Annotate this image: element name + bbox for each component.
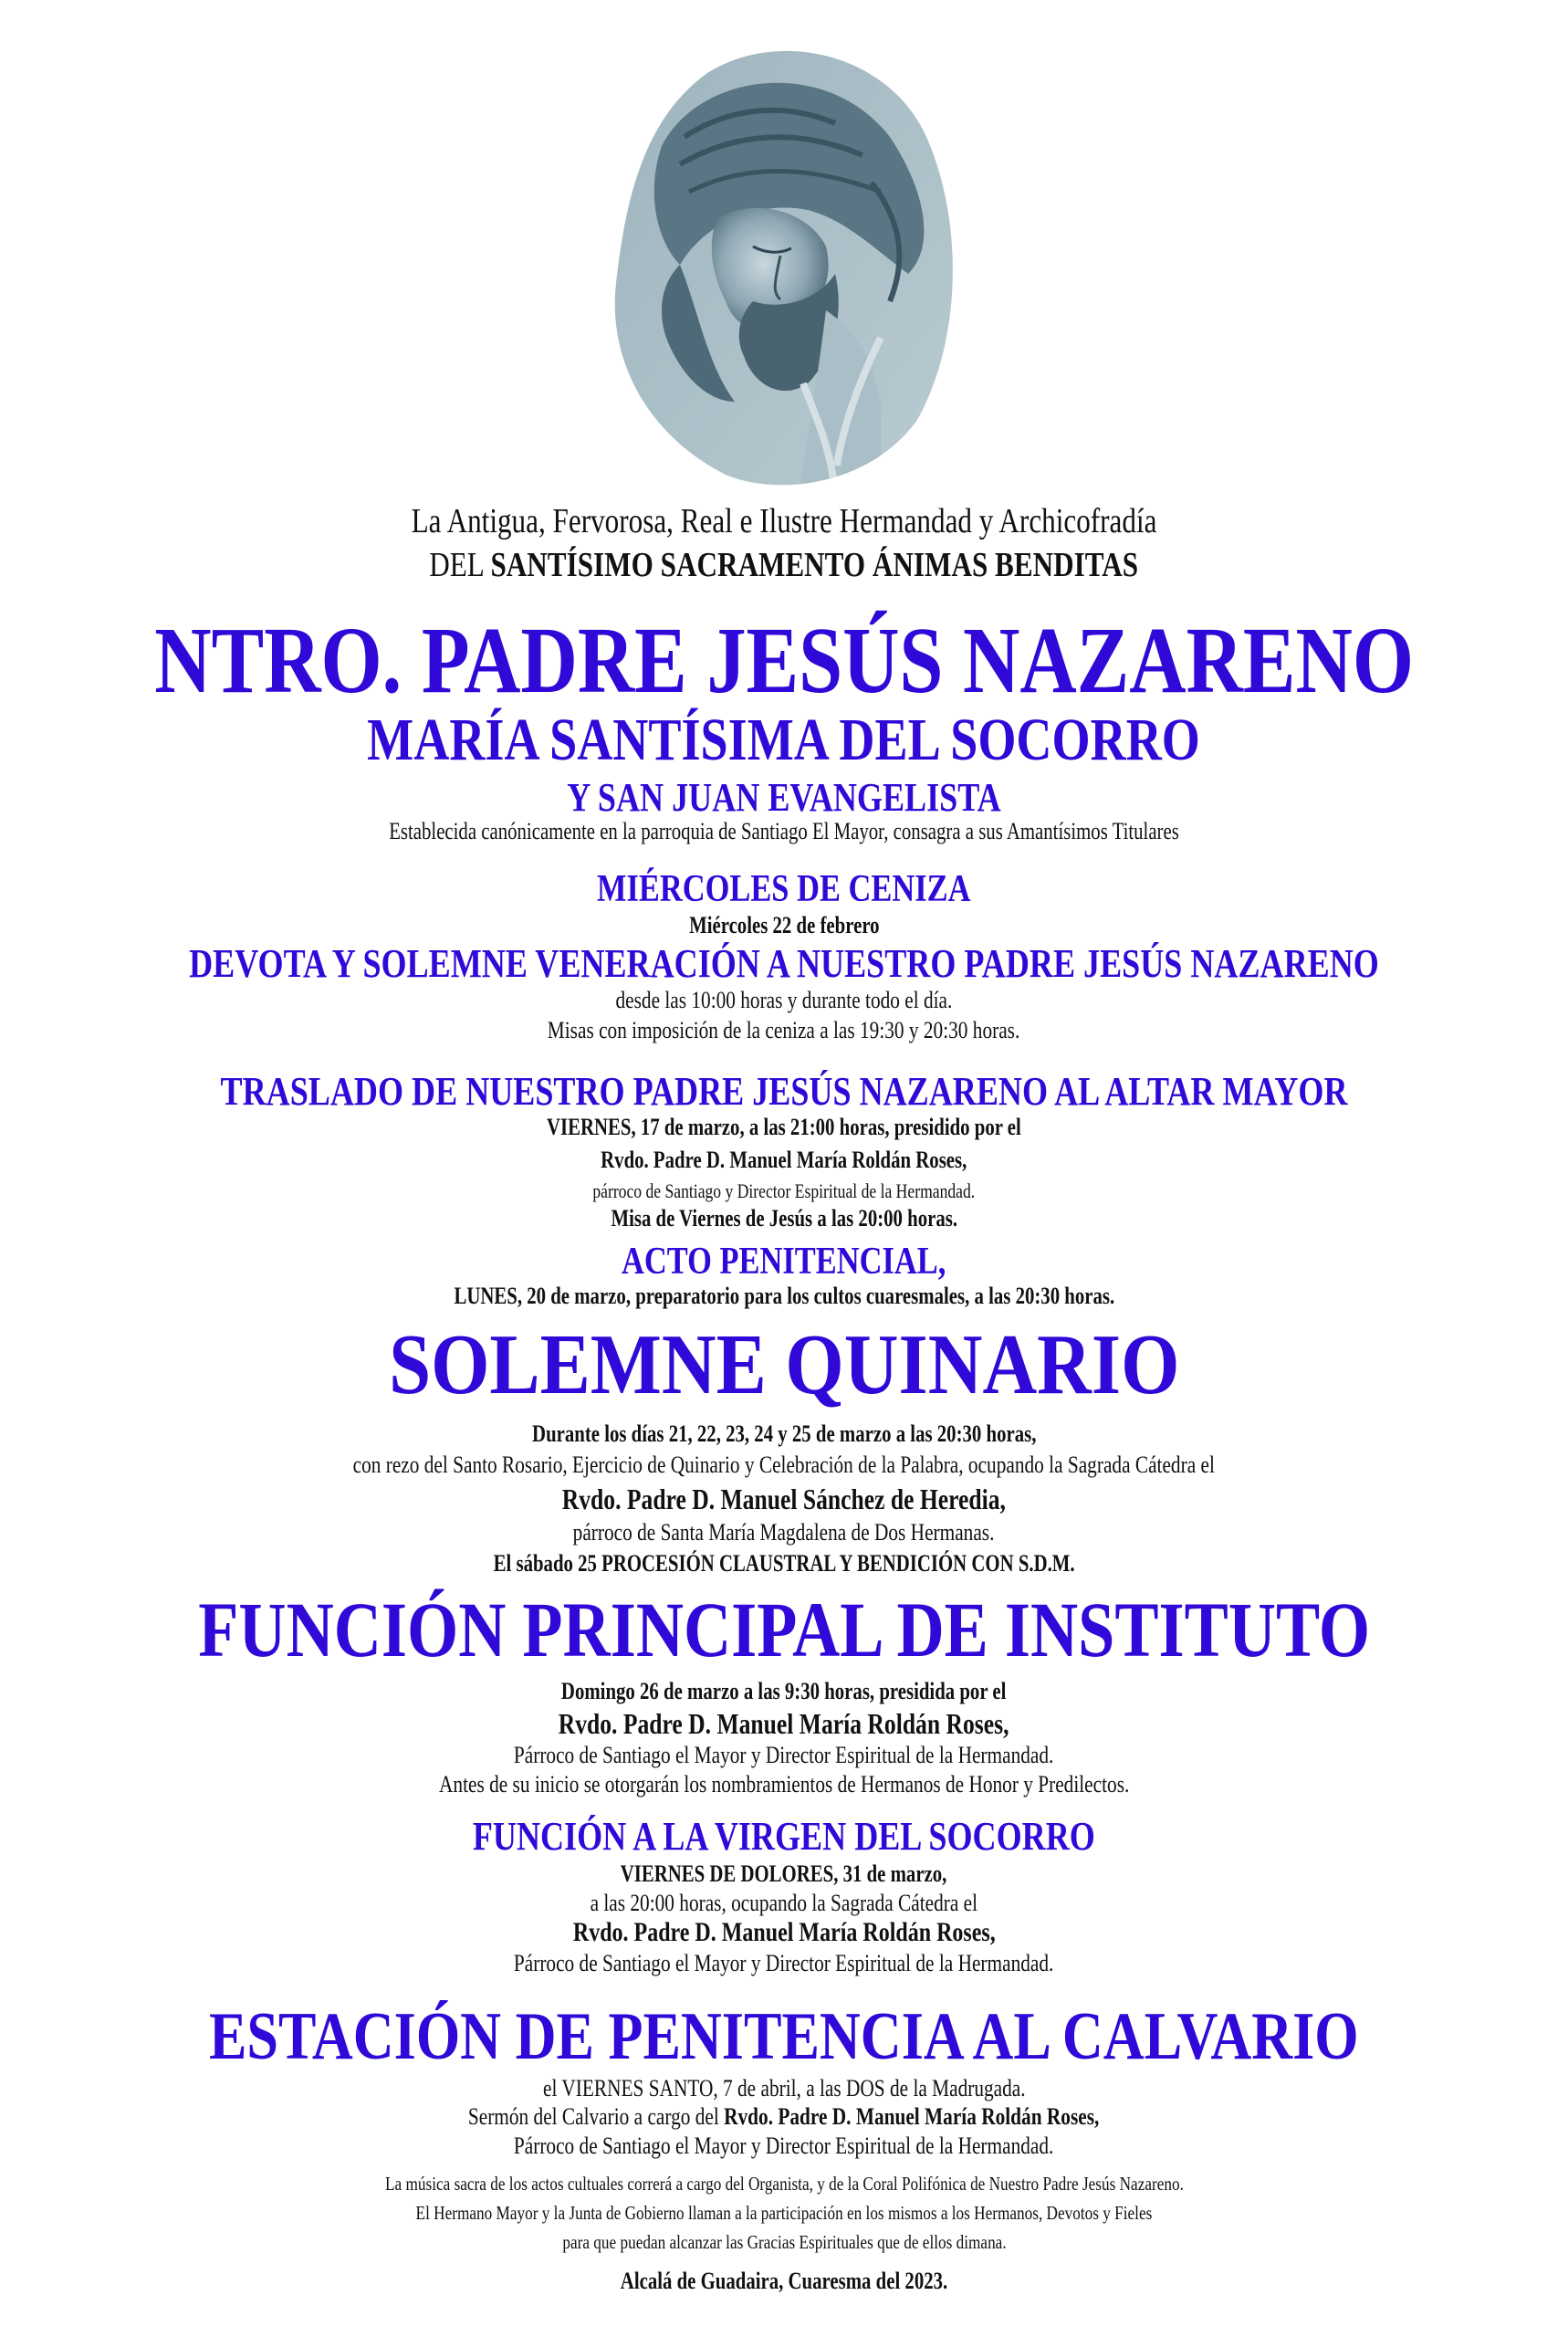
title-third: Y SAN JUAN EVANGELISTA [567, 775, 1001, 820]
section-traslado-line3: párroco de Santiago y Director Espiritual de la Hermandad. [592, 1179, 976, 1202]
footer-line3: para que puedan alcanzar las Gracias Espirituales que de ellos dimana. [561, 2231, 1007, 2253]
established-line: Establecida canónicamente en la parroquia de Santiago El Mayor, consagra a sus Amantísimos Titulares [389, 818, 1179, 844]
section-quinario-line4: párroco de Santa María Magdalena de Dos Hermanas. [573, 1519, 995, 1546]
title-main: NTRO. PADRE JESÚS NAZARENO [154, 608, 1414, 713]
section-penitencial-heading: ACTO PENITENCIAL, [622, 1241, 946, 1283]
section-virgen-socorro-heading: FUNCIÓN A LA VIRGEN DEL SOCORRO [473, 1814, 1095, 1859]
footer-signature: Alcalá de Guadaira, Cuaresma del 2023. [620, 2268, 948, 2294]
section-estacion-line2: Sermón del Calvario a cargo del Rvdo. Padre D. Manuel María Roldán Roses, [468, 2103, 1100, 2130]
section-quinario-line2: con rezo del Santo Rosario, Ejercicio de Quinario y Celebración de la Palabra, ocupando la Sagrada Cátedra el [352, 1451, 1216, 1478]
section-funcion-principal-line1: Domingo 26 de marzo a las 9:30 horas, presidida por el [561, 1678, 1007, 1704]
section-ceniza-heading: MIÉRCOLES DE CENIZA [597, 868, 971, 910]
section-traslado-line4: Misa de Viernes de Jesús a las 20:00 horas. [611, 1205, 957, 1231]
footer-line2: El Hermano Mayor y la Junta de Gobierno llaman a la participación en los mismos a los Hermanos, Devotos y Fieles [415, 2202, 1153, 2224]
brotherhood-name-line2: DEL SANTÍSIMO SACRAMENTO ÁNIMAS BENDITAS [429, 546, 1139, 584]
section-ceniza-date: Miércoles 22 de febrero [688, 912, 880, 938]
section-quinario-line1: Durante los días 21, 22, 23, 24 y 25 de marzo a las 20:30 horas, [531, 1420, 1037, 1447]
section-estacion-line1: el VIERNES SANTO, 7 de abril, a las DOS de la Madrugada. [542, 2075, 1026, 2101]
section-ceniza-subheading: DEVOTA Y SOLEMNE VENERACIÓN A NUESTRO PADRE JESÚS NAZARENO [189, 941, 1379, 986]
section-estacion-line3: Párroco de Santiago el Mayor y Director Espiritual de la Hermandad. [514, 2133, 1054, 2159]
section-penitencial-line1: LUNES, 20 de marzo, preparatorio para los cultos cuaresmales, a las 20:30 horas. [454, 1283, 1114, 1309]
section-estacion-heading: ESTACIÓN DE PENITENCIA AL CALVARIO [209, 1999, 1359, 2074]
portrait-image [598, 37, 963, 493]
section-traslado-line2: Rvdo. Padre D. Manuel María Roldán Roses, [601, 1147, 967, 1173]
title-second: MARÍA SANTÍSIMA DEL SOCORRO [367, 707, 1201, 773]
section-virgen-socorro-line3: Rvdo. Padre D. Manuel María Roldán Roses, [572, 1917, 996, 1947]
section-funcion-principal-line2: Rvdo. Padre D. Manuel María Roldán Roses, [559, 1707, 1009, 1740]
jesus-nazareno-portrait [598, 37, 963, 493]
section-funcion-principal-heading: FUNCIÓN PRINCIPAL DE INSTITUTO [198, 1586, 1370, 1673]
footer-line1: La música sacra de los actos cultuales correrá a cargo del Organista, y de la Coral Polifónica de Nuestro Padre Jesús Nazareno. [384, 2173, 1184, 2195]
section-ceniza-line2: Misas con imposición de la ceniza a las 19:30 y 20:30 horas. [548, 1017, 1020, 1043]
section-quinario-line3: Rvdo. Padre D. Manuel Sánchez de Heredia, [561, 1483, 1007, 1515]
section-ceniza-line1: desde las 10:00 horas y durante todo el día. [615, 987, 953, 1013]
section-virgen-socorro-line4: Párroco de Santiago el Mayor y Director Espiritual de la Hermandad. [514, 1950, 1054, 1976]
section-quinario-heading: SOLEMNE QUINARIO [388, 1317, 1180, 1412]
section-virgen-socorro-line2: a las 20:00 horas, ocupando la Sagrada Cátedra el [590, 1890, 978, 1916]
section-funcion-principal-line4: Antes de su inicio se otorgarán los nombramientos de Hermanos de Honor y Predilectos. [438, 1771, 1130, 1797]
section-traslado-line1: VIERNES, 17 de marzo, a las 21:00 horas, presidido por el [547, 1114, 1021, 1140]
section-quinario-line5: El sábado 25 PROCESIÓN CLAUSTRAL Y BENDICIÓN CON S.D.M. [493, 1550, 1075, 1577]
section-traslado-heading: TRASLADO DE NUESTRO PADRE JESÚS NAZARENO AL ALTAR MAYOR [220, 1069, 1348, 1114]
section-funcion-principal-line3: Párroco de Santiago el Mayor y Director Espiritual de la Hermandad. [514, 1742, 1054, 1768]
section-virgen-socorro-line1: VIERNES DE DOLORES, 31 de marzo, [621, 1860, 947, 1887]
brotherhood-name-line1: La Antigua, Fervorosa, Real e Ilustre Hermandad y Archicofradía [411, 502, 1157, 540]
